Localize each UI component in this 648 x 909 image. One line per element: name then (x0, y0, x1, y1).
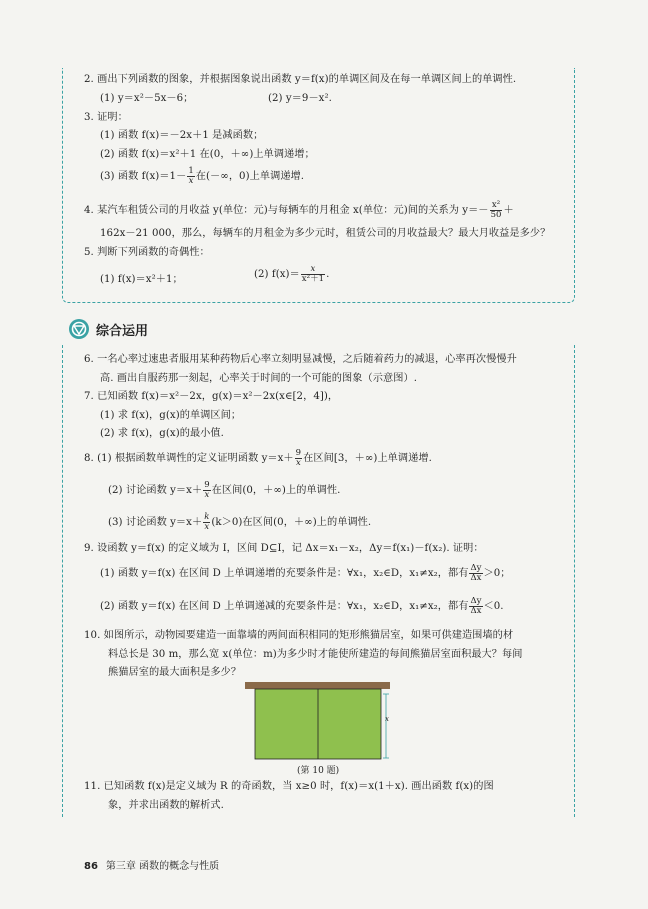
fraction-numerator: Δy (470, 562, 482, 573)
problem-3-part-3-post: 在(－∞，0)上单调递增. (195, 171, 305, 182)
problem-9-part-1-pre: (1) 函数 y＝f(x) 在区间 D 上单调递增的充要条件是：∀x₁，x₂∈D，x₁≠x₂，都有 (100, 568, 469, 579)
problem-8-part-1-pre: 8. (1) 根据函数单调性的定义证明函数 y＝x＋ (84, 453, 294, 464)
fraction-denominator: 50 (490, 209, 502, 220)
problem-5-part-2 (254, 264, 329, 286)
fraction-numerator: x² (490, 201, 503, 211)
problem-4-line-1 (84, 200, 514, 222)
problem-8-part-2 (108, 480, 340, 502)
fraction-k-over-x (203, 513, 210, 532)
problem-9-part-1 (100, 563, 511, 585)
fraction-denominator: Δx (470, 572, 482, 583)
problem-9-part-2 (100, 596, 504, 618)
problem-8-part-2-pre: (2) 讨论函数 y＝x＋ (108, 485, 203, 496)
figure-caption: (第 10 题) (297, 766, 340, 776)
chapter-title: 第三章 函数的概念与性质 (105, 861, 220, 872)
fraction-denominator: x²＋1 (301, 273, 325, 284)
problem-10-line-3: 熊猫居室的最大面积是多少？ (108, 667, 242, 678)
problem-2-part-1: (1) y＝x²－5x－6； (100, 93, 194, 104)
problem-10-line-1: 10. 如图所示，动物园要建造一面靠墙的两间面积相同的矩形熊猫居室，如果可供建造围墙的材 (84, 630, 514, 641)
section-heading-title: 综合运用 (96, 323, 149, 339)
fraction-denominator: Δx (470, 605, 482, 616)
section-heading (68, 318, 148, 340)
problem-7-part-1: (1) 求 f(x)，g(x)的单调区间； (100, 410, 242, 421)
problem-9-part-2-pre: (2) 函数 y＝f(x) 在区间 D 上单调递减的充要条件是：∀x₁，x₂∈D，x₁≠x₂，都有 (100, 601, 469, 612)
fraction-dy-over-dx (469, 597, 482, 616)
fraction-denominator: x (204, 489, 210, 500)
problem-9-part-1-post: ＞0； (483, 568, 511, 579)
problem-8-part-1 (84, 448, 432, 470)
fraction-numerator: 9 (204, 479, 210, 490)
problem-7-line-1: 7. 已知函数 f(x)＝x²－2x，g(x)＝x²－2x(x∈[2，4])， (84, 391, 339, 402)
fraction-numerator: 1 (188, 165, 194, 176)
section-emblem-icon (68, 318, 90, 340)
problem-3-part-1: (1) 函数 f(x)＝－2x＋1 是减函数； (100, 130, 264, 141)
fraction-9-over-x (203, 481, 210, 500)
problem-10-line-2: 料总长是 30 m，那么宽 x(单位：m)为多少时才能使所建造的每间熊猫居室面积最大？每间 (108, 649, 523, 660)
fraction-dy-over-dx (469, 564, 482, 583)
fraction-numerator: Δy (470, 595, 482, 606)
problem-6-line-1: 6. 一名心率过速患者服用某种药物后心率立刻明显减慢，之后随着药力的减退，心率再次慢慢升 (84, 354, 517, 365)
problem-3-part-3 (100, 166, 304, 188)
fraction-denominator: x (188, 175, 194, 186)
page-number: 86 (84, 861, 98, 872)
problem-2-part-2: (2) y＝9－x². (268, 93, 332, 104)
problem-3-title: 3. 证明： (84, 112, 128, 123)
problem-4-line-1-pre: 4. 某汽车租赁公司的月收益 y(单位：元)与每辆车的月租金 x(单位：元)间的关系为 y＝－ (84, 205, 489, 216)
fraction-1-over-x (187, 167, 194, 186)
fraction-numerator: 9 (295, 447, 302, 458)
problem-4-line-1-post: ＋ (503, 205, 514, 216)
fraction-denominator: x (204, 521, 210, 532)
problem-8-part-3-pre: (3) 讨论函数 y＝x＋ (108, 517, 203, 528)
fraction-x-over-x2plus1 (301, 265, 325, 284)
fraction-9-over-x (295, 449, 302, 468)
problem-3-part-3-pre: (3) 函数 f(x)＝1－ (100, 171, 187, 182)
fraction-x2-over-50 (490, 201, 503, 220)
problem-8-part-3-post: (k＞0)在区间(0，＋∞)上的单调性. (211, 517, 372, 528)
problem-9-part-2-post: ＜0. (483, 601, 504, 612)
problem-5-part-2-pre: (2) f(x)＝ (254, 269, 300, 280)
problem-8-part-2-post: 在区间(0，＋∞)上的单调性. (211, 485, 341, 496)
problem-6-line-2: 高. 画出自服药那一刻起，心率关于时间的一个可能的图象（示意图）. (100, 373, 417, 384)
problem-7-part-2: (2) 求 f(x)，g(x)的最小值. (100, 428, 224, 439)
panda-enclosure-figure (245, 682, 395, 762)
page-footer (84, 857, 219, 872)
problem-5-part-2-post: . (326, 269, 330, 280)
fraction-numerator: k (204, 511, 210, 522)
problem-2-text: 2. 画出下列函数的图象，并根据图象说出函数 y＝f(x)的单调区间及在每一单调区间上的单调性. (84, 74, 517, 85)
fraction-numerator: x (301, 265, 325, 275)
problem-8-part-3 (108, 512, 371, 534)
fraction-denominator: x (295, 457, 301, 468)
problem-5-title: 5. 判断下列函数的奇偶性： (84, 247, 210, 258)
problem-4-line-2: 162x－21 000，那么，每辆车的月租金为多少元时，租赁公司的月收益最大？最大月收益是多少？ (100, 228, 551, 239)
problem-8-part-1-post: 在区间[3，＋∞)上单调递增. (303, 453, 432, 464)
width-label-x: x (385, 715, 389, 723)
problem-11-line-2: 象，并求出函数的解析式. (108, 800, 224, 811)
problem-11-line-1: 11. 已知函数 f(x)是定义域为 R 的奇函数，当 x≥0 时，f(x)＝x(1＋x). 画出函数 f(x)的图 (84, 781, 494, 792)
problem-9-line-1: 9. 设函数 y＝f(x) 的定义域为 I，区间 D⊆I，记 Δx＝x₁－x₂，Δy＝f(x₁)－f(x₂). 证明： (84, 543, 484, 554)
problem-5-part-1: (1) f(x)＝x²＋1； (100, 274, 183, 285)
problem-3-part-2: (2) 函数 f(x)＝x²＋1 在(0，＋∞)上单调递增； (100, 149, 315, 160)
wall-bar (245, 682, 390, 689)
